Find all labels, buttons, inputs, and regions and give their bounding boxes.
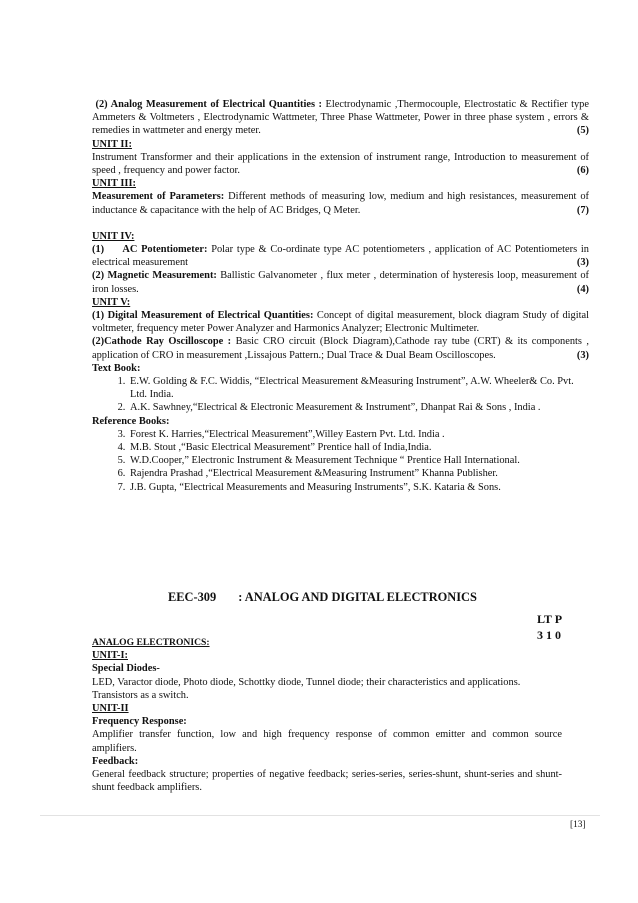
syllabus-upper (92, 98, 589, 494)
unit5-part1: (1) Digital Measurement of Electrical Quantities: Concept of digital measurement, block diagram Study of digital voltmeter, frequency meter Power Analyzer and Harmonics Analyzer; Electronic Multimeter. (92, 310, 589, 335)
list-item: 6. Rajendra Prashad ,“Electrical Measurement &Measuring Instrument” Khanna Publisher. (128, 467, 589, 480)
unit-heading: UNIT-II (92, 703, 129, 715)
reference-list (92, 428, 589, 494)
list-item: 1. E.W. Golding & F.C. Widdis, “Electrical Measurement &Measuring Instrument”, A.W. Wheeler& Co. Pvt. Ltd. India. (128, 375, 589, 401)
list-item: 7. J.B. Gupta, “Electrical Measurements and Measuring Instruments”, S.K. Kataria & Sons. (128, 481, 589, 494)
unit-heading: UNIT V: (92, 296, 131, 308)
topic-heading: Feedback: (92, 755, 139, 767)
unit3-body: Measurement of Parameters: Different methods of measuring low, medium and high resistances, measurement of inductance & capacitance with the help of AC Bridges, Q Meter. (7) (92, 191, 589, 216)
ltp-label: LT P (537, 612, 563, 626)
unit-heading: UNIT II: (92, 138, 132, 150)
list-item: 4. M.B. Stout ,“Basic Electrical Measurement” Prentice hall of India,India. (128, 441, 589, 454)
unit1-continued: (2) Analog Measurement of Electrical Quantities : Electrodynamic ,Thermocouple, Electrostatic & Rectifier type Ammeters & Voltmeters , Electrodynamic Wattmeter, Three Phase Wattmeter, Power in three phase system , errors & remedies in wattmeter and energy meter. (5) (92, 99, 589, 137)
topic-body: Amplifier transfer function, low and high frequency response of common emitter and common source amplifiers. (92, 729, 562, 754)
marks: (3) (576, 349, 589, 361)
unit5-part2: (2)Cathode Ray Oscilloscope : Basic CRO circuit (Block Diagram),Cathode ray tube (CRT) & its components , application of CRO in measurement ,Lissajous Pattern.; Dual Trace & Dual Beam Oscilloscopes. (3) (92, 336, 590, 361)
text-book-list (92, 375, 589, 415)
reference-heading: Reference Books: (92, 415, 170, 427)
list-item: 3. Forest K. Harries,“Electrical Measurement”,Willey Eastern Pvt. Ltd. India . (128, 428, 589, 441)
marks: (7) (576, 204, 589, 216)
section-heading: ANALOG ELECTRONICS: (92, 637, 210, 648)
marks: (4) (576, 283, 589, 295)
unit4-part1: (1) AC Potentiometer: Polar type & Co-ordinate type AC potentiometers , application of AC Potentiometers in electrical measurement (3) (92, 244, 589, 269)
unit-heading: UNIT III: (92, 178, 136, 190)
course-title: : ANALOG AND DIGITAL ELECTRONICS (238, 590, 477, 604)
footer-divider (40, 815, 600, 816)
page-number: [13] (570, 820, 586, 830)
marks: (6) (576, 165, 589, 177)
marks: (3) (576, 257, 589, 269)
topic-heading: Frequency Response: (92, 716, 187, 728)
list-item: 5. W.D.Cooper,” Electronic Instrument & Measurement Technique “ Prentice Hall International. (128, 454, 589, 467)
course-code: EEC-309 (168, 590, 217, 604)
topic-body: General feedback structure; properties of negative feedback; series-series, series-shunt, shunt-series and shunt-shunt feedback amplifiers. (92, 769, 562, 794)
ltp-values: 3 1 0 (537, 628, 561, 642)
syllabus-lower (92, 636, 562, 794)
topic-body: LED, Varactor diode, Photo diode, Schottky diode, Tunnel diode; their characteristics and applications. (92, 676, 521, 688)
list-item: 2. A.K. Sawhney,“Electrical & Electronic Measurement & Instrument”, Dhanpat Rai & Sons , India . (128, 401, 589, 414)
unit-heading: UNIT-I: (92, 650, 128, 662)
unit2-body: Instrument Transformer and their applications in the extension of instrument range, Introduction to measurement of speed , frequency and power factor. (6) (92, 151, 589, 177)
unit4-part2: (2) Magnetic Measurement: Ballistic Galvanometer , flux meter , determination of hysteresis loop, measurement of iron losses. (4) (92, 270, 589, 295)
topic-heading: Special Diodes- (92, 663, 160, 675)
unit-heading: UNIT IV: (92, 230, 135, 242)
topic-body: Transistors as a switch. (92, 689, 189, 701)
course-heading (168, 590, 477, 605)
marks: (5) (576, 125, 589, 137)
text-book-heading: Text Book: (92, 362, 141, 374)
